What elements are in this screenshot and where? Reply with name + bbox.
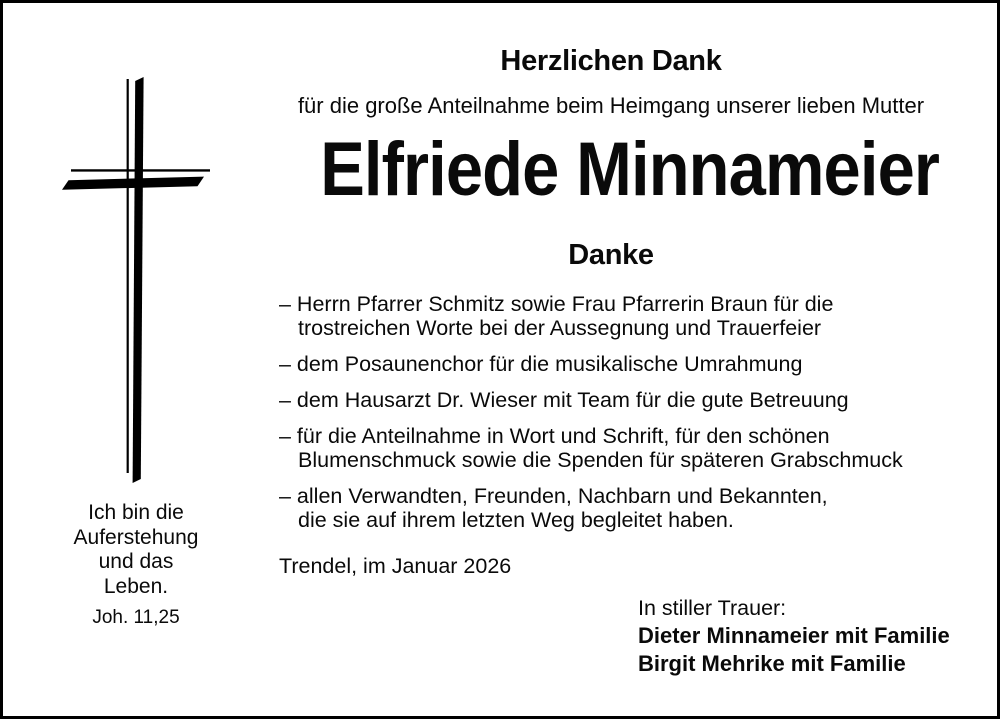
thanks-item xyxy=(279,352,945,376)
verse-reference: Joh. 11,25 xyxy=(92,607,180,628)
thanks-item-line: – dem Hausarzt Dr. Wieser mit Team für die gute Betreuung xyxy=(279,388,849,412)
thanks-item-line: – für die Anteilnahme in Wort und Schrift, für den schönen xyxy=(279,424,830,448)
thanks-item xyxy=(279,484,945,532)
verse-line: und das xyxy=(98,550,174,573)
thanks-item-line: die sie auf ihrem letzten Weg begleitet haben. xyxy=(298,508,734,532)
thanks-item xyxy=(279,292,945,340)
notice-title: Herzlichen Dank xyxy=(500,45,722,77)
thanks-item-line: – Herrn Pfarrer Schmitz sowie Frau Pfarrerin Braun für die xyxy=(279,292,834,316)
mourning-block xyxy=(638,595,950,678)
cross-icon xyxy=(58,73,213,485)
mourner-name: Dieter Minnameier mit Familie xyxy=(638,623,950,648)
deceased-name: Elfriede Minnameier xyxy=(320,127,940,212)
notice-body xyxy=(278,3,950,719)
mourning-intro: In stiller Trauer: xyxy=(638,596,787,620)
verse-line: Ich bin die xyxy=(88,501,184,524)
bible-verse xyxy=(39,501,233,631)
verse-line: Leben. xyxy=(103,574,169,598)
thanks-item-line: Blumenschmuck sowie die Spenden für späteren Grabschmuck xyxy=(298,448,903,472)
thanks-list xyxy=(279,292,945,544)
thanks-item xyxy=(279,388,945,412)
mourner-name: Birgit Mehrike mit Familie xyxy=(638,651,906,676)
deceased-name-row xyxy=(278,127,944,227)
thanks-item-line: trostreichen Worte bei der Aussegnung und Trauerfeier xyxy=(298,316,822,340)
notice-subtitle: für die große Anteilnahme beim Heimgang unserer lieben Mutter xyxy=(297,93,925,118)
place-date: Trendel, im Januar 2026 xyxy=(279,554,512,578)
thanks-item xyxy=(279,424,945,472)
thanks-heading: Danke xyxy=(568,239,654,271)
thanks-item-line: – dem Posaunenchor für die musikalische Umrahmung xyxy=(279,352,803,376)
thanks-item-line: – allen Verwandten, Freunden, Nachbarn und Bekannten, xyxy=(279,484,828,508)
verse-line: Auferstehung xyxy=(73,525,199,549)
